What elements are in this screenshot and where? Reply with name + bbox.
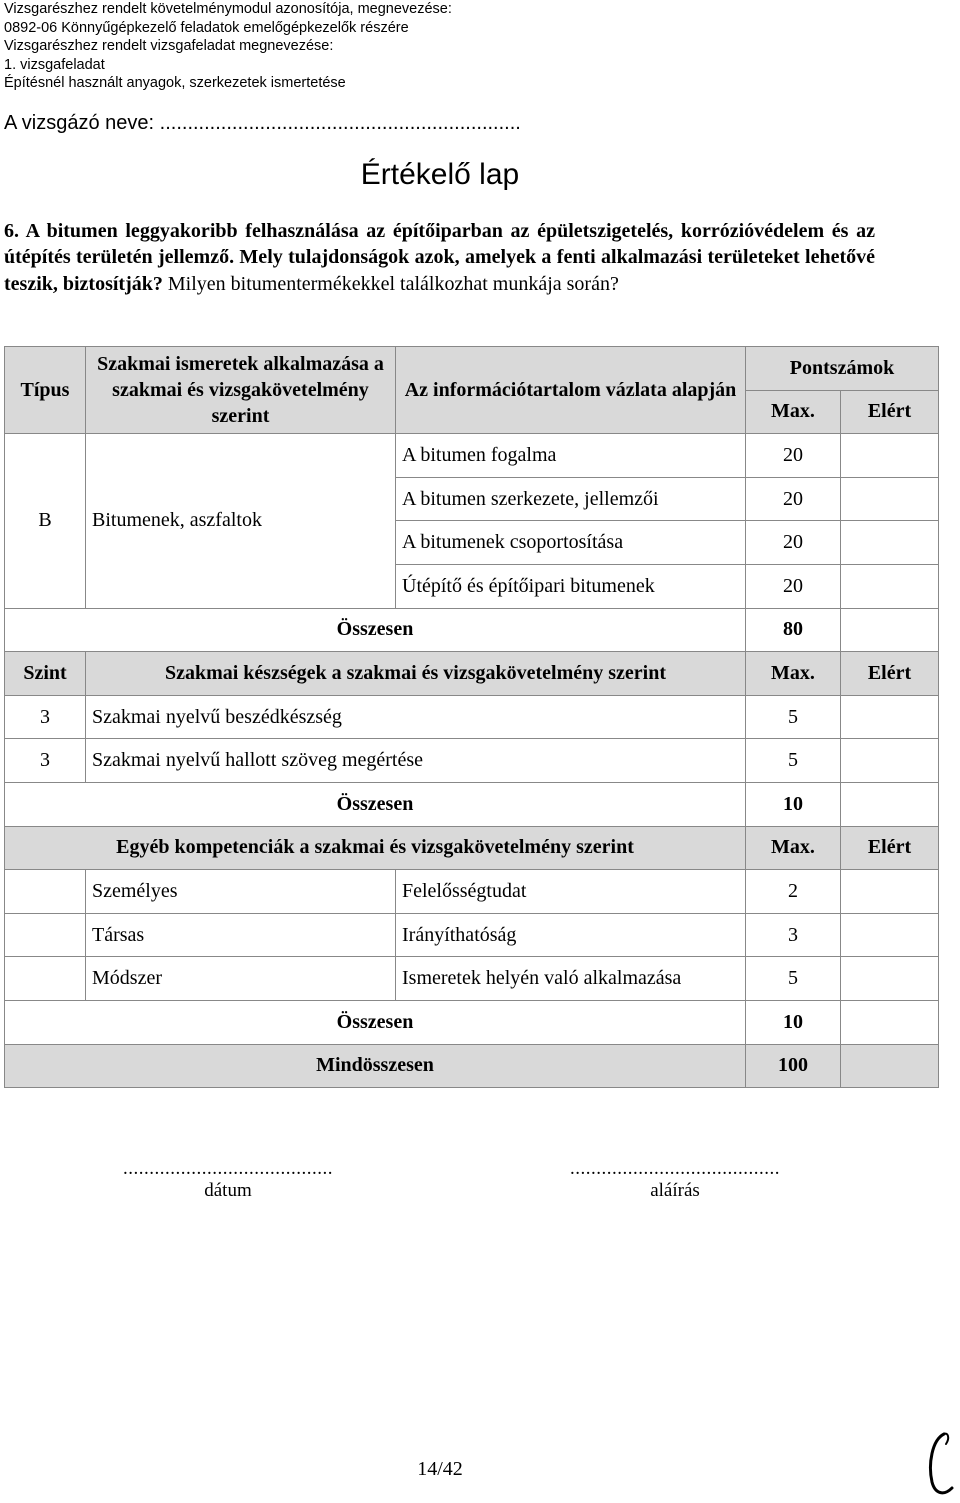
header-line: Vizsgarészhez rendelt követelménymodul azonosítója, megnevezése: <box>4 1 452 17</box>
table-row <box>5 870 939 914</box>
header-line: 0892-06 Könnyűgépkezelő feladatok emelőgépkezelők részére <box>4 19 409 36</box>
level-cell: 3 <box>5 739 86 783</box>
item-score-cell <box>841 870 939 914</box>
item-label: Útépítő és építőipari bitumenek <box>396 564 746 608</box>
page-title: Értékelő lap <box>360 158 520 191</box>
item-score-cell <box>841 521 939 565</box>
header-line: Építésnél használt anyagok, szerkezetek ismertetése <box>4 75 346 92</box>
level-cell: 3 <box>5 695 86 739</box>
table-row <box>5 695 939 739</box>
header-tipus: Típus <box>5 347 86 434</box>
item-max: 5 <box>746 739 841 783</box>
subtotal-max: 80 <box>746 608 841 652</box>
name-dots: .............................................................. <box>176 112 521 134</box>
subtotal-label: Összesen <box>5 608 746 652</box>
question-normal: Milyen bitumentermékekkel találkozhat munkája során? <box>162 272 619 295</box>
item-label: Szakmai nyelvű hallott szöveg megértése <box>86 739 746 783</box>
header-vazlat: Az információtartalom vázlata alapján <box>396 347 746 434</box>
header-elert: Elért <box>841 652 939 696</box>
header-elert: Elért <box>841 390 939 434</box>
document-header <box>4 0 452 93</box>
header-egyeb-kompetenciak: Egyéb kompetenciák a szakmai és vizsgakövetelmény szerint <box>5 826 746 870</box>
subtotal-row <box>5 782 939 826</box>
empty-cell <box>5 913 86 957</box>
item-score-cell <box>841 434 939 478</box>
item-label: Ismeretek helyén való alkalmazása <box>396 957 746 1001</box>
item-label: Felelősségtudat <box>396 870 746 914</box>
table-row <box>5 957 939 1001</box>
category-cell: Társas <box>86 913 396 957</box>
grand-total-row <box>5 1044 939 1088</box>
item-label: Szakmai nyelvű beszédkészség <box>86 695 746 739</box>
sign-label: aláírás <box>650 1180 700 1201</box>
table-row <box>5 739 939 783</box>
question-bold: 6. A bitumen leggyakoribb felhasználása az építőiparban az épületszigetelés, korrózióvédelem és az útépítés területén jellemző. Mely tulajdonságok azok, amelyek a fenti alkalmazási területeket lehetővé teszik, biztosítják? <box>4 220 875 295</box>
item-score-cell <box>841 477 939 521</box>
item-max: 2 <box>746 870 841 914</box>
header-pontszamok: Pontszámok <box>746 347 939 391</box>
item-label: A bitumen fogalma <box>396 434 746 478</box>
item-label: Irányíthatóság <box>396 913 746 957</box>
sign-signature-block <box>535 1158 815 1202</box>
empty-cell <box>5 870 86 914</box>
item-label: A bitumen szerkezete, jellemzői <box>396 477 746 521</box>
subtotal-label: Összesen <box>5 782 746 826</box>
subtotal-score-cell <box>841 608 939 652</box>
table-row <box>5 913 939 957</box>
header-szakmai-ismeretek: Szakmai ismeretek alkalmazása a szakmai és vizsgakövetelmény szerint <box>86 347 396 434</box>
examinee-name-line: A vizsgázó neve: ................................................................. <box>4 112 521 134</box>
subtotal-score-cell <box>841 1000 939 1044</box>
subtotal-row <box>5 1000 939 1044</box>
item-max: 20 <box>746 521 841 565</box>
grand-total-max: 100 <box>746 1044 841 1088</box>
subtotal-score-cell <box>841 782 939 826</box>
header-max: Max. <box>746 390 841 434</box>
header-line: Vizsgarészhez rendelt vizsgafeladat megnevezése: <box>4 38 334 55</box>
evaluation-table <box>4 346 939 1088</box>
header-line: 1. vizsgafeladat <box>4 56 105 73</box>
item-score-cell <box>841 564 939 608</box>
category-cell: Módszer <box>86 957 396 1001</box>
date-signature-block <box>88 1158 368 1202</box>
header-elert: Elért <box>841 826 939 870</box>
subtotal-max: 10 <box>746 1000 841 1044</box>
table-row <box>5 434 939 478</box>
item-max: 20 <box>746 434 841 478</box>
sign-dots: ........................................ <box>570 1158 780 1179</box>
grand-total-label: Mindösszesen <box>5 1044 746 1088</box>
item-score-cell <box>841 739 939 783</box>
header-max: Max. <box>746 826 841 870</box>
empty-cell <box>5 957 86 1001</box>
item-max: 20 <box>746 477 841 521</box>
handwritten-mark-icon <box>922 1430 958 1500</box>
item-max: 3 <box>746 913 841 957</box>
item-score-cell <box>841 695 939 739</box>
item-score-cell <box>841 913 939 957</box>
category-cell: Személyes <box>86 870 396 914</box>
date-label: dátum <box>204 1180 252 1201</box>
subtotal-max: 10 <box>746 782 841 826</box>
grand-total-score-cell <box>841 1044 939 1088</box>
subtotal-label: Összesen <box>5 1000 746 1044</box>
question-text <box>4 218 875 297</box>
header-max: Max. <box>746 652 841 696</box>
date-dots: ........................................ <box>123 1158 333 1179</box>
item-score-cell <box>841 957 939 1001</box>
topic-cell: Bitumenek, aszfaltok <box>86 434 396 608</box>
item-max: 5 <box>746 957 841 1001</box>
subtotal-row <box>5 608 939 652</box>
type-cell: B <box>5 434 86 608</box>
item-max: 5 <box>746 695 841 739</box>
item-max: 20 <box>746 564 841 608</box>
page-number: 14/42 <box>417 1458 463 1480</box>
header-szint: Szint <box>5 652 86 696</box>
item-label: A bitumenek csoportosítása <box>396 521 746 565</box>
header-szakmai-keszsegek: Szakmai készségek a szakmai és vizsgakövetelmény szerint <box>86 652 746 696</box>
